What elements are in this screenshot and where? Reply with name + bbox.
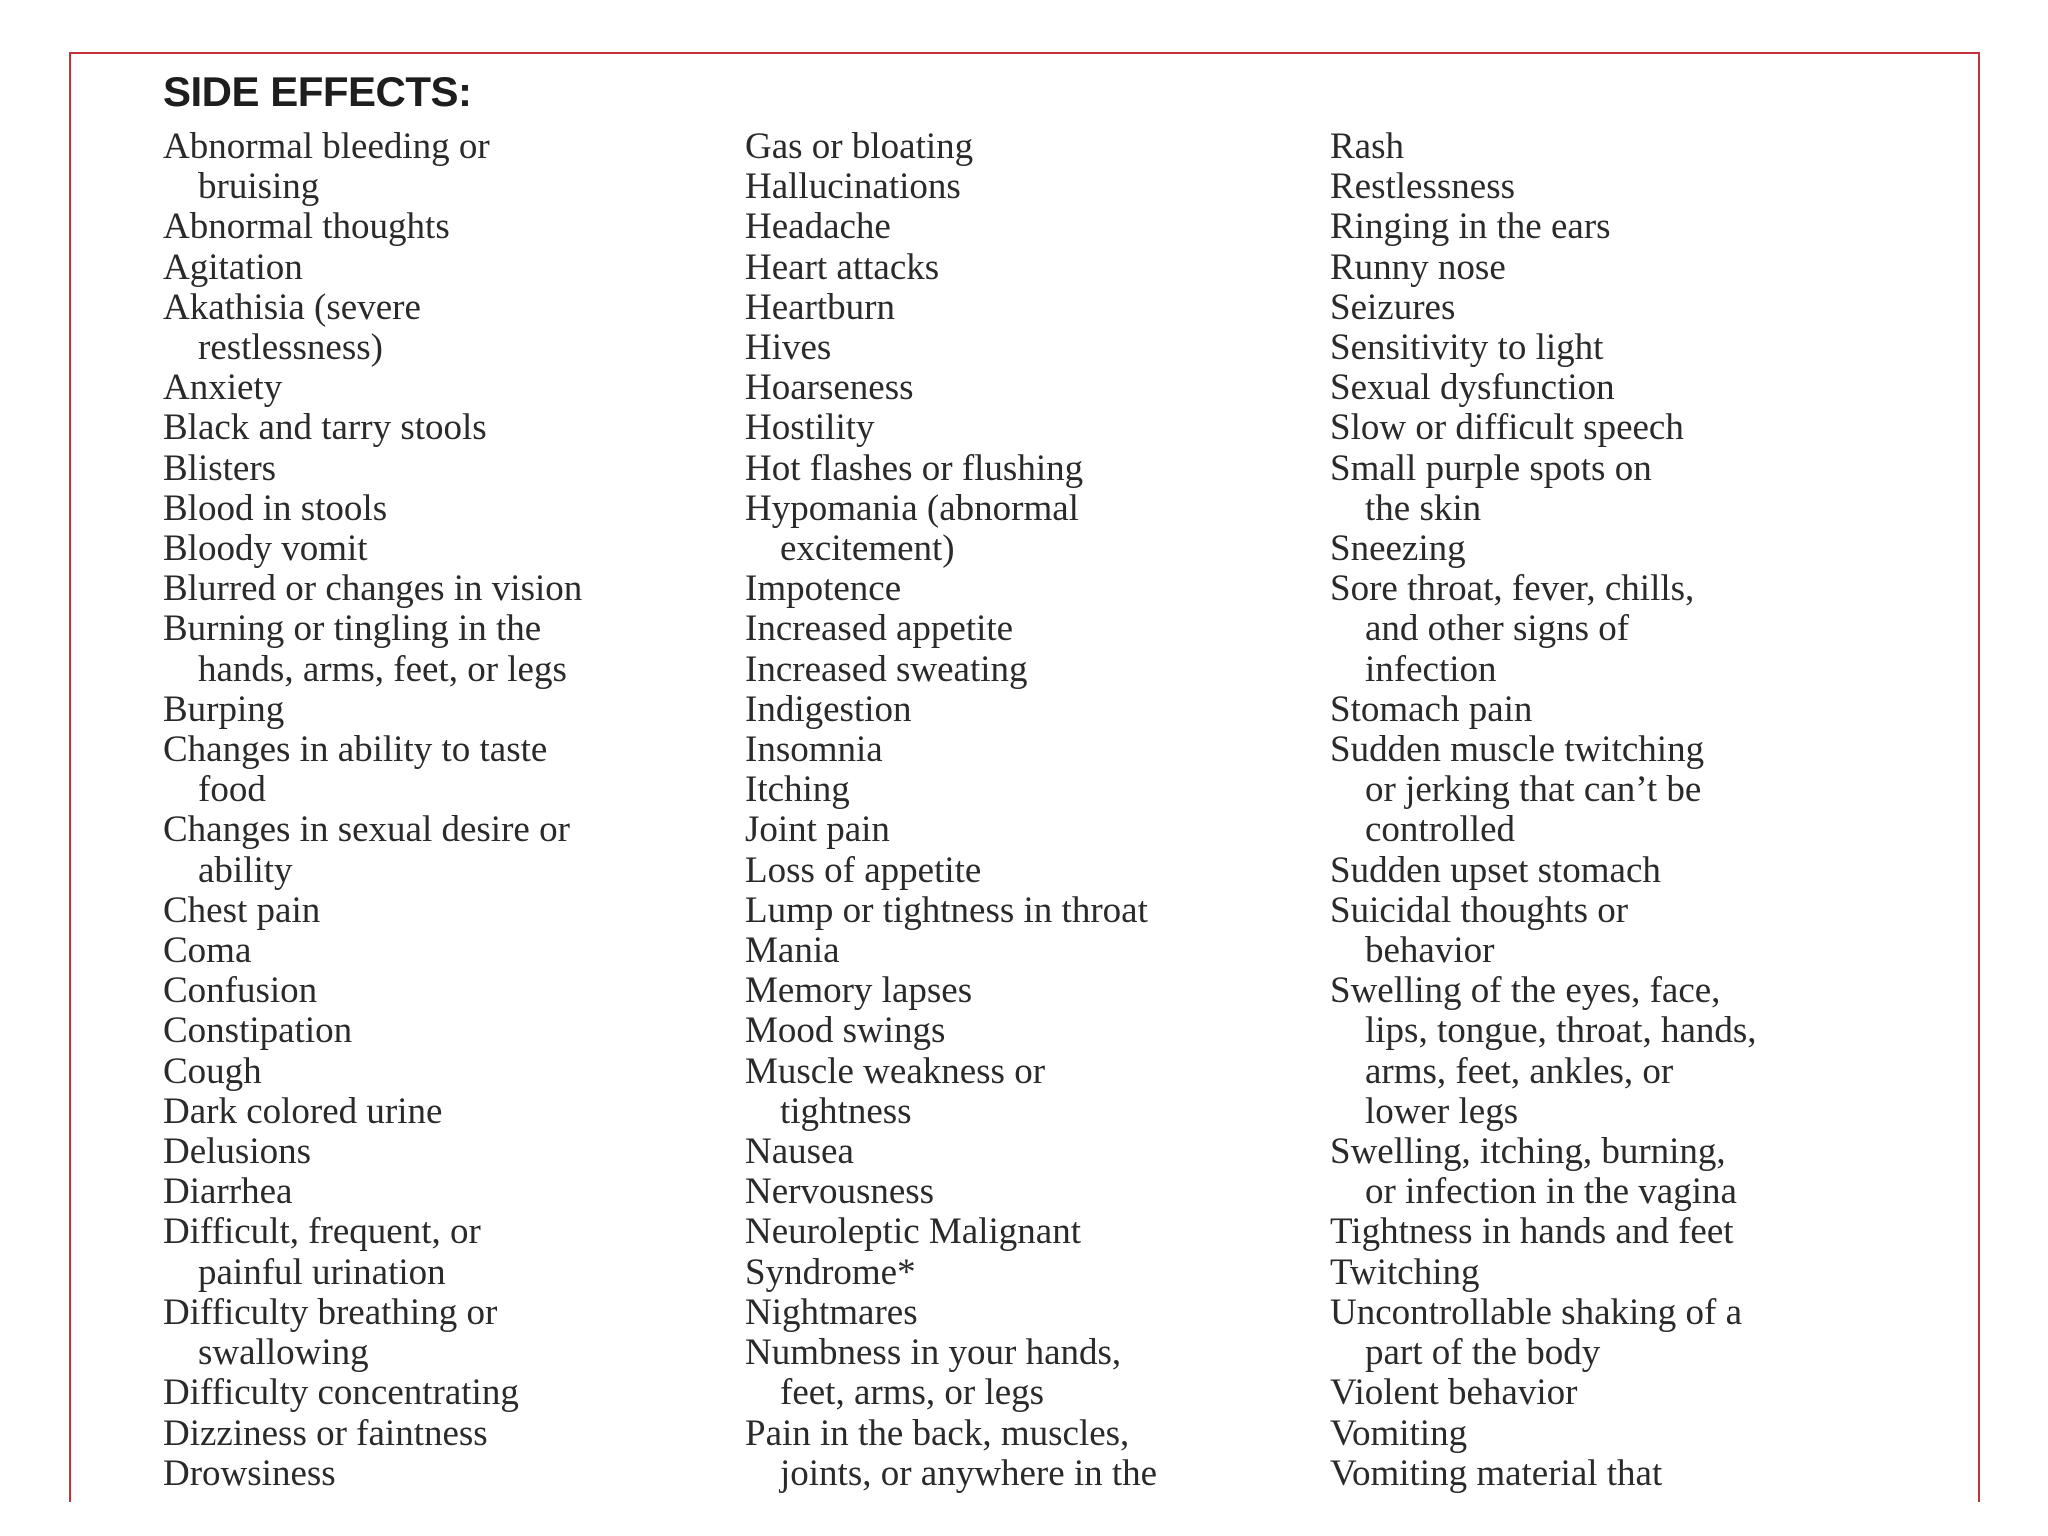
side-effect-line: food <box>198 769 266 811</box>
side-effect-line: Dark colored urine <box>163 1090 443 1132</box>
side-effect-line: Delusions <box>163 1131 311 1173</box>
side-effect-line: Gas or bloating <box>745 126 974 167</box>
side-effect-line: hands, arms, feet, or legs <box>198 648 567 690</box>
side-effect-line: behavior <box>1365 930 1495 972</box>
side-effect-line: Diarrhea <box>163 1171 293 1213</box>
side-effect-line: Uncontrollable shaking of a <box>1330 1291 1743 1333</box>
side-effect-line: arms, feet, ankles, or <box>1365 1050 1674 1092</box>
side-effect-line: Memory lapses <box>745 970 973 1012</box>
side-effect-line: Tightness in hands and feet <box>1330 1211 1734 1253</box>
side-effect-line: Seizures <box>1330 286 1456 328</box>
side-effect-line: Chest pain <box>163 889 321 931</box>
side-effect-line: Loss of appetite <box>745 849 982 891</box>
side-effect-line: Abnormal bleeding or <box>163 126 490 167</box>
side-effect-line: controlled <box>1365 809 1516 851</box>
side-effect-line: the skin <box>1365 487 1482 529</box>
side-effect-line: Drowsiness <box>163 1452 336 1494</box>
side-effect-line: Sensitivity to light <box>1330 327 1604 369</box>
side-effect-line: restlessness) <box>198 327 383 369</box>
side-effect-line: or jerking that can’t be <box>1365 769 1702 811</box>
side-effect-line: Sore throat, fever, chills, <box>1330 568 1695 610</box>
side-effects-column-1 <box>163 127 582 1494</box>
side-effect-line: swallowing <box>198 1332 369 1374</box>
side-effect-line: Vomiting <box>1330 1412 1468 1454</box>
side-effect-line: excitement) <box>780 528 955 570</box>
side-effect-line: Akathisia (severe <box>163 286 421 328</box>
side-effect-line: Bloody vomit <box>163 528 368 570</box>
side-effect-line: feet, arms, or legs <box>780 1372 1045 1414</box>
side-effect-line: Cough <box>163 1050 262 1092</box>
side-effect-line: Heartburn <box>745 286 895 328</box>
side-effect-line: Difficulty breathing or <box>163 1291 498 1333</box>
side-effect-line: Nervousness <box>745 1171 935 1213</box>
document-frame <box>69 52 1980 1502</box>
side-effect-line: Joint pain <box>745 809 890 851</box>
side-effect-line: Itching <box>745 769 850 811</box>
side-effect-line: Blood in stools <box>163 487 388 529</box>
side-effect-line: Coma <box>163 930 252 972</box>
side-effect-line: Lump or tightness in throat <box>745 889 1148 931</box>
side-effect-line: Stomach pain <box>1330 688 1533 730</box>
side-effect-line: Neuroleptic Malignant <box>745 1211 1081 1253</box>
side-effect-line: and other signs of <box>1365 608 1630 650</box>
side-effect-line: lower legs <box>1365 1090 1519 1132</box>
side-effect-line: Headache <box>745 206 891 248</box>
side-effect-line: Numbness in your hands, <box>745 1332 1122 1374</box>
side-effect-line: Blurred or changes in vision <box>163 568 583 610</box>
side-effect-line: Hallucinations <box>745 166 961 208</box>
side-effect-line: Restlessness <box>1330 166 1515 208</box>
side-effect-line: Increased sweating <box>745 648 1028 690</box>
side-effect-line: Hives <box>745 327 832 369</box>
side-effect-line: tightness <box>780 1090 912 1132</box>
side-effect-line: lips, tongue, throat, hands, <box>1365 1010 1757 1052</box>
side-effect-line: Slow or difficult speech <box>1330 407 1684 449</box>
side-effect-line: Dizziness or faintness <box>163 1412 488 1454</box>
side-effect-line: Violent behavior <box>1330 1372 1578 1414</box>
side-effect-line: Heart attacks <box>745 246 940 288</box>
document-title: SIDE EFFECTS: <box>163 68 472 115</box>
side-effect-line: Increased appetite <box>745 608 1014 650</box>
side-effect-line: part of the body <box>1365 1332 1601 1374</box>
side-effect-line: Vomiting material that <box>1330 1452 1663 1494</box>
side-effect-line: Burning or tingling in the <box>163 608 542 650</box>
side-effect-line: Pain in the back, muscles, <box>745 1412 1130 1454</box>
side-effect-line: Mania <box>745 930 840 972</box>
side-effect-line: Confusion <box>163 970 318 1012</box>
side-effect-line: Blisters <box>163 447 277 489</box>
side-effect-line: Difficult, frequent, or <box>163 1211 481 1253</box>
side-effect-line: Constipation <box>163 1010 353 1052</box>
side-effect-line: Hot flashes or flushing <box>745 447 1084 489</box>
side-effect-line: Sudden upset stomach <box>1330 849 1661 891</box>
side-effect-line: Impotence <box>745 568 902 610</box>
side-effect-line: infection <box>1365 648 1497 690</box>
side-effect-line: Changes in sexual desire or <box>163 809 570 851</box>
side-effect-line: Anxiety <box>163 367 283 409</box>
side-effect-line: Rash <box>1330 126 1404 167</box>
side-effect-line: Sudden muscle twitching <box>1330 729 1705 771</box>
side-effect-line: or infection in the vagina <box>1365 1171 1737 1213</box>
side-effect-line: Sneezing <box>1330 528 1466 570</box>
side-effect-line: Indigestion <box>745 688 912 730</box>
side-effect-line: Abnormal thoughts <box>163 206 450 248</box>
side-effect-line: Burping <box>163 688 285 730</box>
side-effect-line: Nausea <box>745 1131 854 1173</box>
side-effect-line: painful urination <box>198 1251 446 1293</box>
side-effect-line: bruising <box>198 166 320 208</box>
side-effect-line: Difficulty concentrating <box>163 1372 519 1414</box>
side-effect-line: Sexual dysfunction <box>1330 367 1615 409</box>
side-effect-line: ability <box>198 849 293 891</box>
side-effect-line: Agitation <box>163 246 303 288</box>
side-effect-line: Syndrome* <box>745 1251 916 1293</box>
side-effect-line: Small purple spots on <box>1330 447 1652 489</box>
side-effect-line: Swelling, itching, burning, <box>1330 1131 1726 1173</box>
side-effect-line: Twitching <box>1330 1251 1480 1293</box>
side-effect-line: Hostility <box>745 407 875 449</box>
side-effect-line: Hoarseness <box>745 367 914 409</box>
side-effect-line: Black and tarry stools <box>163 407 487 449</box>
side-effect-line: joints, or anywhere in the <box>780 1452 1158 1494</box>
side-effects-column-2 <box>745 127 1157 1494</box>
side-effect-line: Mood swings <box>745 1010 946 1052</box>
side-effect-line: Nightmares <box>745 1291 918 1333</box>
side-effects-column-3 <box>1330 127 1757 1494</box>
side-effect-line: Runny nose <box>1330 246 1506 288</box>
side-effect-line: Ringing in the ears <box>1330 206 1611 248</box>
side-effect-line: Swelling of the eyes, face, <box>1330 970 1721 1012</box>
side-effect-line: Changes in ability to taste <box>163 729 548 771</box>
side-effect-line: Muscle weakness or <box>745 1050 1046 1092</box>
side-effect-line: Suicidal thoughts or <box>1330 889 1629 931</box>
side-effect-line: Insomnia <box>745 729 883 771</box>
side-effect-line: Hypomania (abnormal <box>745 487 1079 529</box>
